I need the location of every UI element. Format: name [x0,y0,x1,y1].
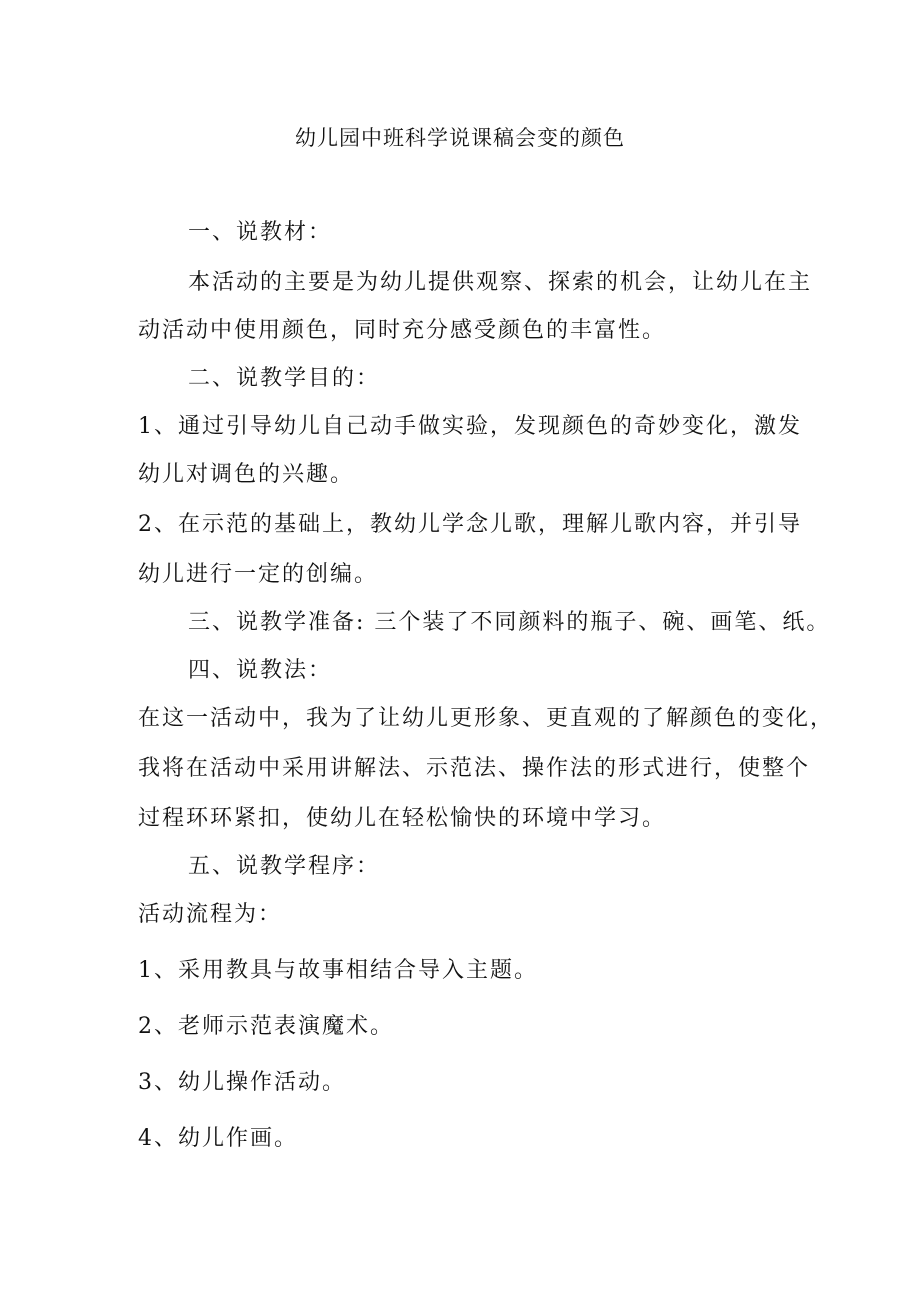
section-heading-preparation: 三、说教学准备: 三个装了不同颜料的瓶子、碗、画笔、纸。 [188,610,831,635]
methods-text-line-1: 在这一活动中，我为了让幼儿更形象、更直观的了解颜色的变化， [138,706,835,731]
methods-text-line-2: 我将在活动中采用讲解法、示范法、操作法的形式进行，使整个 [138,756,811,781]
section-heading-methods: 四、说教法： [188,658,333,683]
methods-text-line-3: 过程环环紧扣，使幼儿在轻松愉快的环境中学习。 [138,806,667,831]
section-heading-objectives: 二、说教学目的： [188,366,381,391]
procedure-step-3: 3、幼儿操作活动。 [138,1070,346,1095]
section-heading-materials: 一、说教材： [188,220,333,245]
objective-2-line-2: 幼儿进行一定的创编。 [138,562,379,587]
materials-text-line-2: 动活动中使用颜色，同时充分感受颜色的丰富性。 [138,318,667,343]
procedure-step-2: 2、老师示范表演魔术。 [138,1014,394,1039]
procedure-step-4: 4、幼儿作画。 [138,1126,298,1151]
objective-1-line-1: 1、通过引导幼儿自己动手做实验，发现颜色的奇妙变化，激发 [138,414,802,439]
objective-1-line-2: 幼儿对调色的兴趣。 [138,462,355,487]
objective-2-line-1: 2、在示范的基础上，教幼儿学念儿歌，理解儿歌内容，并引导 [138,512,802,537]
section-heading-procedure: 五、说教学程序： [188,854,381,879]
materials-text-line-1: 本活动的主要是为幼儿提供观察、探索的机会，让幼儿在主 [188,270,813,295]
procedure-step-1: 1、采用教具与故事相结合导入主题。 [138,958,538,983]
procedure-intro: 活动流程为： [138,902,283,927]
document-title: 幼儿园中班科学说课稿会变的颜色 [295,126,625,150]
